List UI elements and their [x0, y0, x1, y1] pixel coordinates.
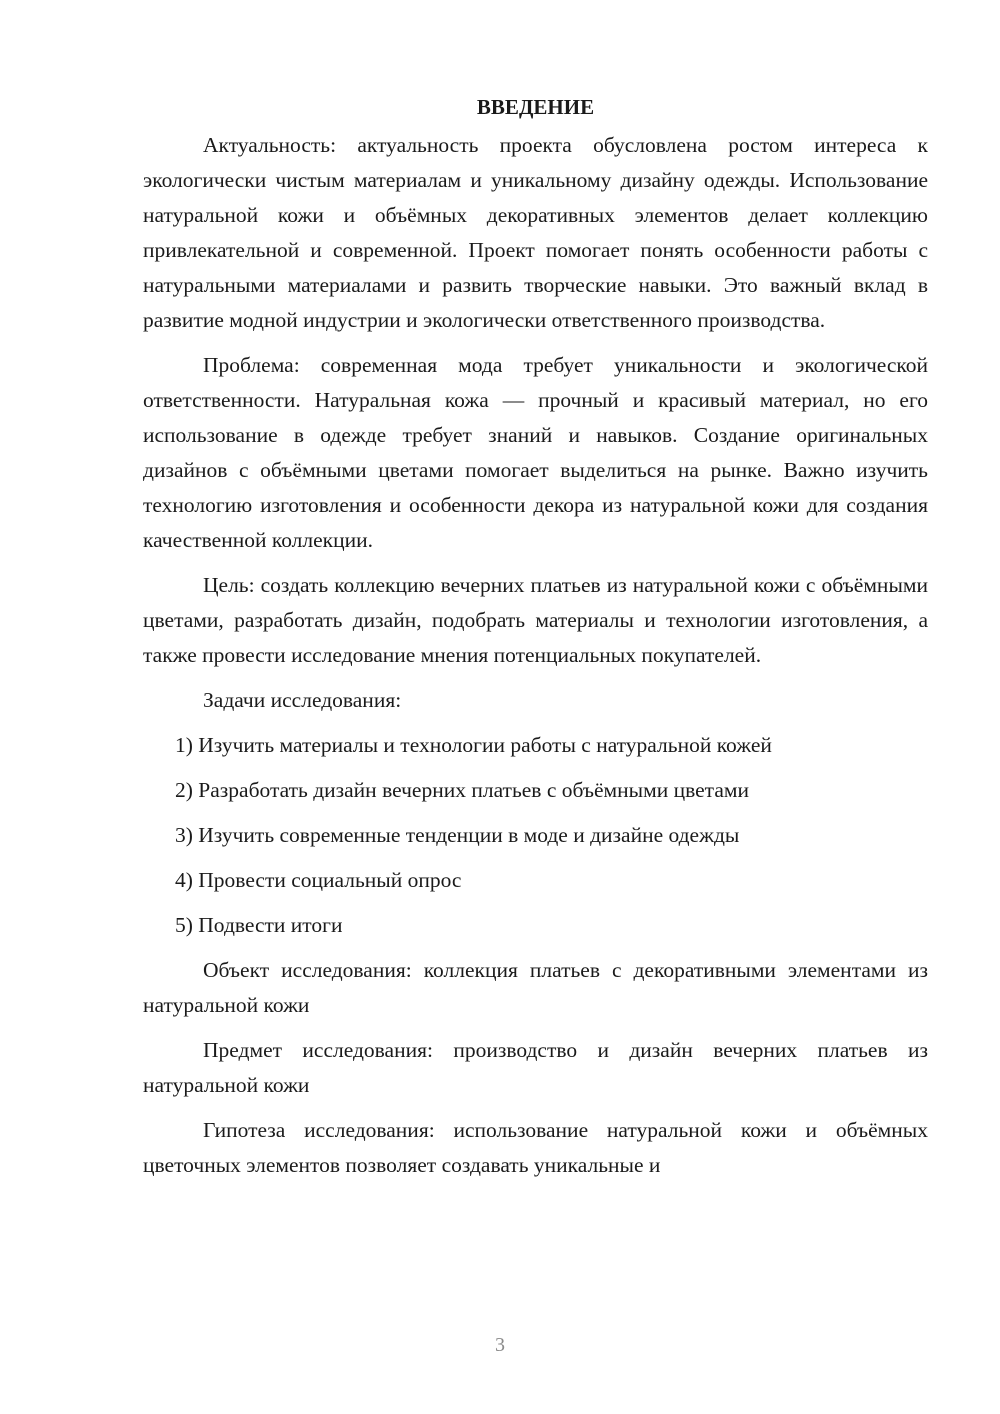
task-item: 3) Изучить современные тенденции в моде и дизайне одежды: [175, 823, 740, 847]
object-paragraph: Объект исследования: коллекция платьев с декоративными элементами из натуральной кожи: [143, 958, 928, 1017]
task-item: 4) Провести социальный опрос: [175, 868, 462, 892]
relevance-paragraph: Актуальность: актуальность проекта обусловлена ростом интереса к экологически чистым материалам и уникальному дизайну одежды. Использование натуральной кожи и объёмных декоративных элементов делает коллекцию привлекательной и современной. Проект помогает понять особенности работы с натуральными материалами и развить творческие навыки. Это важный вклад в развитие модной индустрии и экологически ответственного производства.: [143, 133, 928, 332]
document-page: [143, 90, 928, 1193]
goal-paragraph: Цель: создать коллекцию вечерних платьев из натуральной кожи с объёмными цветами, разработать дизайн, подобрать материалы и технологии изготовления, а также провести исследование мнения потенциальных покупателей.: [143, 573, 928, 667]
task-item: 5) Подвести итоги: [175, 913, 343, 937]
task-item: 2) Разработать дизайн вечерних платьев с объёмными цветами: [175, 778, 749, 802]
section-heading: ВВЕДЕНИЕ: [476, 95, 595, 119]
subject-paragraph: Предмет исследования: производство и дизайн вечерних платьев из натуральной кожи: [143, 1038, 928, 1097]
problem-paragraph: Проблема: современная мода требует уникальности и экологической ответственности. Натуральная кожа — прочный и красивый материал, но его использование в одежде требует знаний и навыков. Создание оригинальных дизайнов с объёмными цветами помогает выделиться на рынке. Важно изучить технологию изготовления и особенности декора из натуральной кожи для создания качественной коллекции.: [143, 353, 928, 552]
tasks-list: [143, 728, 928, 943]
hypothesis-paragraph: Гипотеза исследования: использование натуральной кожи и объёмных цветочных элементов позволяет создавать уникальные и: [143, 1118, 928, 1177]
tasks-label: Задачи исследования:: [203, 688, 402, 712]
page-number: 3: [495, 1334, 505, 1356]
task-item: 1) Изучить материалы и технологии работы с натуральной кожей: [175, 733, 772, 757]
